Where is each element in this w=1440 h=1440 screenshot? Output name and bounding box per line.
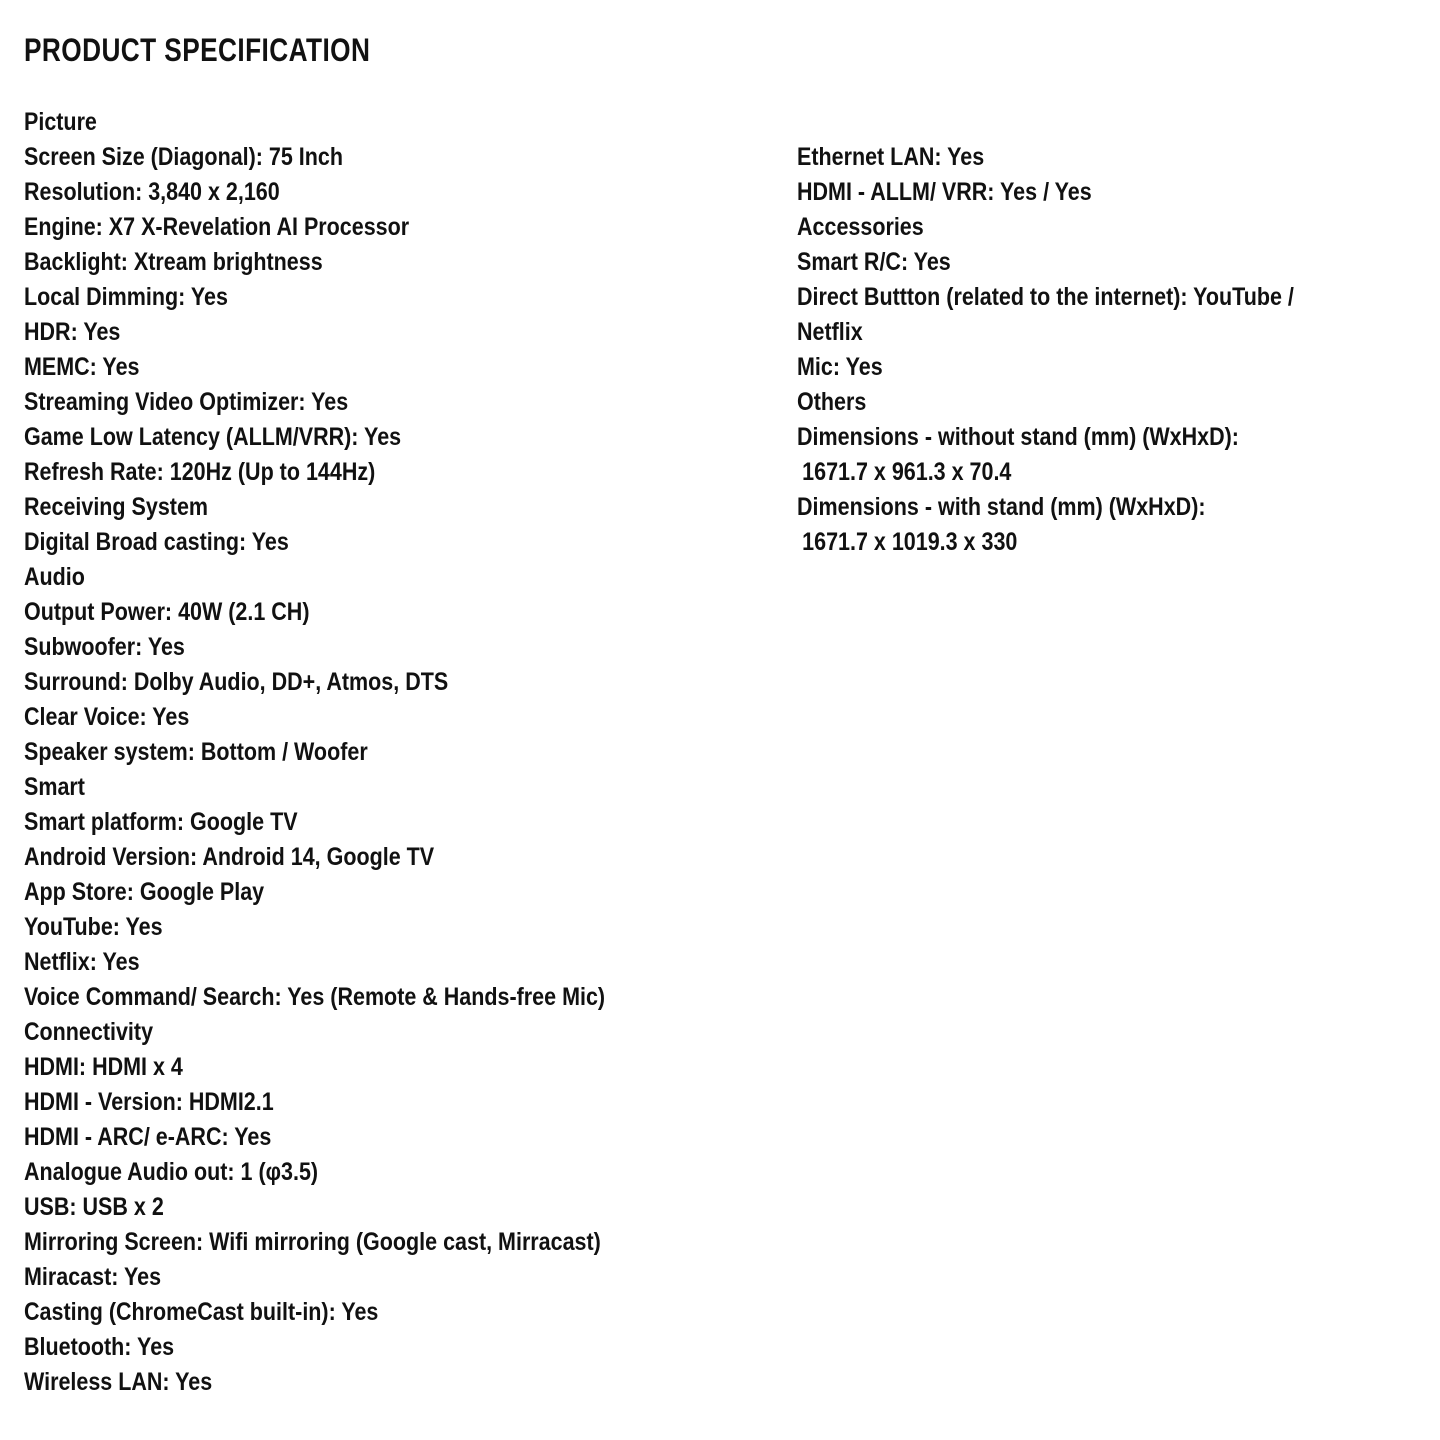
spec-list-left — [24, 105, 700, 1400]
spec-line: Casting (ChromeCast built-in): Yes — [24, 1298, 379, 1326]
spec-line: Resolution: 3,840 x 2,160 — [24, 178, 280, 206]
section-heading-receiving-system: Receiving System — [24, 493, 209, 521]
spec-line-continuation: 1671.7 x 961.3 x 70.4 — [802, 458, 1012, 486]
spec-line: Dimensions - with stand (mm) (WxHxD): — [797, 493, 1206, 521]
spec-line: Output Power: 40W (2.1 CH) — [24, 598, 310, 626]
spec-line: App Store: Google Play — [24, 878, 265, 906]
spec-line: Backlight: Xtream brightness — [24, 248, 323, 276]
spec-line: Smart platform: Google TV — [24, 808, 298, 836]
section-heading-connectivity: Connectivity — [24, 1018, 154, 1046]
spec-line: Screen Size (Diagonal): 75 Inch — [24, 143, 344, 171]
spec-line: Bluetooth: Yes — [24, 1333, 175, 1361]
spec-line: USB: USB x 2 — [24, 1193, 164, 1221]
spec-line: Streaming Video Optimizer: Yes — [24, 388, 349, 416]
section-heading-audio: Audio — [24, 563, 85, 591]
spec-line: HDMI - ALLM/ VRR: Yes / Yes — [797, 178, 1092, 206]
section-heading-others: Others — [797, 388, 867, 416]
spec-line: Mic: Yes — [797, 353, 883, 381]
spec-line: Speaker system: Bottom / Woofer — [24, 738, 368, 766]
spec-line: Ethernet LAN: Yes — [797, 143, 985, 171]
page-title: PRODUCT SPECIFICATION — [24, 32, 371, 68]
spec-line: HDR: Yes — [24, 318, 121, 346]
spec-line: Netflix: Yes — [24, 948, 140, 976]
section-heading-accessories: Accessories — [797, 213, 924, 241]
spec-line-continuation: 1671.7 x 1019.3 x 330 — [802, 528, 1018, 556]
spec-line: Smart R/C: Yes — [797, 248, 951, 276]
spec-line: Voice Command/ Search: Yes (Remote & Hands-free Mic) — [24, 983, 606, 1011]
spec-line: Direct Buttton (related to the internet): YouTube / — [797, 283, 1294, 311]
spec-line: HDMI: HDMI x 4 — [24, 1053, 183, 1081]
spec-line: Refresh Rate: 120Hz (Up to 144Hz) — [24, 458, 376, 486]
spec-line: HDMI - ARC/ e-ARC: Yes — [24, 1123, 272, 1151]
spec-line: Clear Voice: Yes — [24, 703, 190, 731]
spec-line: Mirroring Screen: Wifi mirroring (Google cast, Mirracast) — [24, 1228, 601, 1256]
spec-line: Local Dimming: Yes — [24, 283, 228, 311]
spec-line: HDMI - Version: HDMI2.1 — [24, 1088, 274, 1116]
section-heading-smart: Smart — [24, 773, 85, 801]
spec-line: Engine: X7 X-Revelation AI Processor — [24, 213, 410, 241]
spec-line: Digital Broad casting: Yes — [24, 528, 289, 556]
spec-line: Analogue Audio out: 1 (φ3.5) — [24, 1158, 319, 1186]
section-heading-picture: Picture — [24, 108, 97, 136]
spec-line: Game Low Latency (ALLM/VRR): Yes — [24, 423, 402, 451]
spec-line: Miracast: Yes — [24, 1263, 162, 1291]
spec-line: Surround: Dolby Audio, DD+, Atmos, DTS — [24, 668, 449, 696]
spec-line: MEMC: Yes — [24, 353, 140, 381]
spec-line: Subwoofer: Yes — [24, 633, 185, 661]
spec-list-right — [797, 140, 1375, 560]
spec-line: YouTube: Yes — [24, 913, 163, 941]
spec-line-continuation: Netflix — [797, 318, 863, 346]
spec-line: Android Version: Android 14, Google TV — [24, 843, 435, 871]
spec-line: Wireless LAN: Yes — [24, 1368, 213, 1396]
spec-line: Dimensions - without stand (mm) (WxHxD): — [797, 423, 1239, 451]
